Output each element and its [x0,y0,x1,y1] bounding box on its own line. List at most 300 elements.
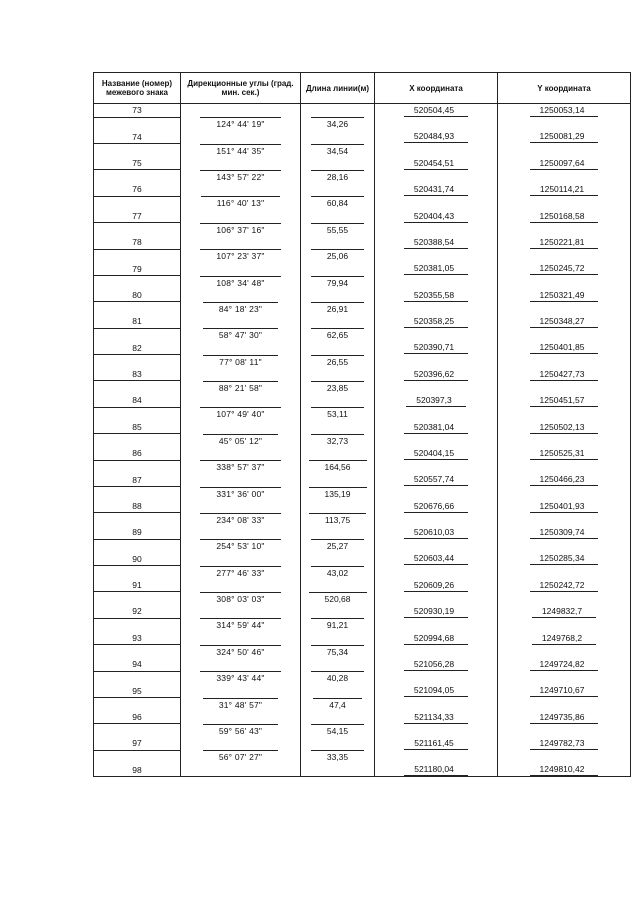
direction-angle-cell [181,724,301,737]
direction-angle-cell [181,460,301,473]
y-coordinate: 1250168,58 [530,210,599,223]
empty-cell [301,236,375,249]
point-row [94,526,631,539]
empty-cell [181,473,301,486]
line-length: 28,16 [311,170,364,183]
mark-name: 84 [94,394,181,407]
empty-cell [498,144,631,157]
empty-cell [301,421,375,434]
y-coordinate-cell [498,447,631,460]
segment-row [94,724,631,737]
y-coordinate-cell [498,394,631,407]
y-coordinate: 1250242,72 [530,579,599,592]
mark-name: 91 [94,579,181,592]
direction-angle: 31° 48' 57" [203,698,278,711]
y-coordinate: 1250097,64 [530,157,599,170]
y-coordinate: 1249832,7 [532,605,596,618]
line-length: 55,55 [311,223,364,236]
empty-cell [94,724,181,737]
y-coordinate-cell [498,289,631,302]
y-coordinate-cell [498,473,631,486]
x-coordinate: 520504,45 [404,104,468,117]
point-row [94,711,631,724]
empty-cell [181,632,301,645]
empty-cell [375,750,498,763]
y-coordinate: 1250502,13 [530,421,599,434]
x-coordinate-cell [375,526,498,539]
empty-cell [181,130,301,143]
line-length-cell [301,566,375,579]
direction-angle: 339° 43' 44" [200,671,280,684]
x-coordinate: 520381,04 [404,421,468,434]
x-coordinate: 520603,44 [404,552,468,565]
empty-cell [375,328,498,341]
point-row [94,632,631,645]
empty-cell [375,566,498,579]
direction-angle-cell [181,381,301,394]
x-coordinate: 520610,03 [404,526,468,539]
line-length: 47,4 [313,698,362,711]
y-coordinate: 1250114,21 [530,183,598,196]
empty-cell [301,552,375,565]
point-row [94,421,631,434]
point-row [94,763,631,777]
y-coordinate: 1250221,81 [530,236,599,249]
direction-angle-cell [181,566,301,579]
empty-cell [94,539,181,552]
x-coordinate-cell [375,210,498,223]
empty-cell [181,579,301,592]
empty-cell [375,592,498,605]
header-line-length: Длина линии(м) [301,73,375,104]
line-length-cell [301,144,375,157]
empty-cell [181,341,301,354]
empty-cell [375,275,498,288]
mark-name: 76 [94,183,181,196]
empty-cell [181,315,301,328]
segment-row [94,196,631,209]
mark-name: 78 [94,236,181,249]
y-coordinate: 1249710,67 [530,684,599,697]
empty-cell [94,275,181,288]
empty-cell [375,196,498,209]
empty-cell [375,381,498,394]
x-coordinate-cell [375,341,498,354]
empty-cell [181,289,301,302]
y-coordinate-cell [498,632,631,645]
empty-cell [94,697,181,710]
y-coordinate: 1250451,57 [530,394,599,407]
empty-cell [94,486,181,499]
y-coordinate-cell [498,737,631,750]
segment-row [94,513,631,526]
x-coordinate-cell [375,157,498,170]
empty-cell [301,394,375,407]
segment-row [94,671,631,684]
direction-angle-cell [181,117,301,130]
empty-cell [181,552,301,565]
point-row [94,289,631,302]
segment-row [94,275,631,288]
y-coordinate: 1250427,73 [530,368,599,381]
y-coordinate: 1249782,73 [530,737,599,750]
point-row [94,658,631,671]
empty-cell [94,618,181,631]
mark-name: 86 [94,447,181,460]
empty-cell [181,737,301,750]
x-coordinate-cell [375,579,498,592]
line-length-cell [301,513,375,526]
empty-cell [375,486,498,499]
empty-cell [498,697,631,710]
mark-name: 97 [94,737,181,750]
empty-cell [301,763,375,777]
empty-cell [375,645,498,658]
segment-row [94,592,631,605]
direction-angle: 324° 50' 46" [200,645,280,658]
direction-angle-cell [181,486,301,499]
y-coordinate-cell [498,210,631,223]
empty-cell [181,368,301,381]
empty-cell [301,104,375,118]
direction-angle-cell [181,196,301,209]
line-length: 43,02 [311,566,364,579]
empty-cell [301,579,375,592]
line-length-cell [301,275,375,288]
direction-angle: 143° 57' 22" [200,170,280,183]
empty-cell [498,750,631,763]
direction-angle: 107° 23' 37" [200,249,280,262]
x-coordinate-cell [375,447,498,460]
y-coordinate: 1250401,85 [530,341,599,354]
empty-cell [94,750,181,763]
direction-angle-cell [181,302,301,315]
y-coordinate: 1249810,42 [530,763,599,776]
empty-cell [498,407,631,420]
line-length: 40,28 [311,671,364,684]
line-length: 26,55 [311,355,364,368]
direction-angle: 88° 21' 58" [203,381,278,394]
line-length: 34,54 [311,144,364,157]
empty-cell [498,117,631,130]
line-length: 113,75 [309,513,366,526]
empty-cell [181,500,301,513]
x-coordinate: 520390,71 [404,341,468,354]
x-coordinate-cell [375,262,498,275]
direction-angle-cell [181,170,301,183]
y-coordinate-cell [498,341,631,354]
x-coordinate: 520355,58 [404,289,468,302]
line-length: 91,21 [311,618,364,631]
empty-cell [94,566,181,579]
empty-cell [498,434,631,447]
direction-angle-cell [181,539,301,552]
segment-row [94,539,631,552]
x-coordinate: 520930,19 [404,605,468,618]
line-length: 32,73 [311,434,364,447]
x-coordinate: 520404,15 [404,447,468,460]
empty-cell [301,262,375,275]
y-coordinate-cell [498,579,631,592]
line-length-cell [301,671,375,684]
empty-cell [301,500,375,513]
segment-row [94,249,631,262]
segment-row [94,566,631,579]
line-length-cell [301,328,375,341]
point-row [94,104,631,118]
direction-angle-cell [181,645,301,658]
x-coordinate: 521056,28 [404,658,468,671]
segment-row [94,645,631,658]
x-coordinate-cell [375,684,498,697]
empty-cell [301,447,375,460]
empty-cell [498,170,631,183]
direction-angle: 331° 36' 00" [200,487,280,500]
direction-angle: 58° 47' 30" [203,328,278,341]
y-coordinate-cell [498,315,631,328]
direction-angle-cell [181,592,301,605]
line-length-cell [301,539,375,552]
y-coordinate-cell [498,711,631,724]
y-coordinate-cell [498,526,631,539]
y-coordinate: 1250309,74 [530,526,599,539]
empty-cell [94,592,181,605]
point-row [94,684,631,697]
point-row [94,552,631,565]
empty-cell [94,249,181,262]
direction-angle: 314° 59' 44" [200,618,280,631]
empty-cell [181,711,301,724]
direction-angle-cell [181,407,301,420]
direction-angle: 56° 07' 27" [203,750,278,763]
direction-angle: 254° 53' 10" [200,539,280,552]
point-row [94,605,631,618]
point-row [94,341,631,354]
mark-name: 95 [94,684,181,697]
empty-cell [94,407,181,420]
x-coordinate: 520454,51 [404,157,468,170]
empty-cell [498,566,631,579]
empty-cell [94,671,181,684]
empty-cell [375,223,498,236]
y-coordinate: 1249724,82 [530,658,599,671]
line-length-cell [301,724,375,737]
empty-cell [94,223,181,236]
direction-angle-cell [181,434,301,447]
x-coordinate-cell [375,658,498,671]
x-coordinate-cell [375,763,498,777]
x-coordinate: 520358,25 [404,315,468,328]
y-coordinate: 1250348,27 [530,315,599,328]
empty-cell [301,157,375,170]
empty-cell [94,302,181,315]
empty-cell [375,618,498,631]
empty-cell [498,355,631,368]
empty-cell [498,249,631,262]
empty-cell [498,486,631,499]
empty-cell [181,763,301,777]
x-coordinate-cell [375,289,498,302]
mark-name: 85 [94,421,181,434]
empty-cell [301,289,375,302]
x-coordinate-cell [375,315,498,328]
y-coordinate-cell [498,157,631,170]
x-coordinate-cell [375,737,498,750]
x-coordinate-cell [375,632,498,645]
x-coordinate-cell [375,394,498,407]
x-coordinate-cell [375,552,498,565]
empty-cell [375,671,498,684]
point-row [94,130,631,143]
line-length-cell [301,750,375,763]
empty-cell [498,460,631,473]
header-y-coordinate: Y координата [498,73,631,104]
empty-cell [94,460,181,473]
x-coordinate-cell [375,473,498,486]
line-length-cell [301,434,375,447]
direction-angle: 124° 44' 19" [200,117,280,130]
x-coordinate-cell [375,183,498,196]
segment-row [94,697,631,710]
mark-name: 96 [94,711,181,724]
empty-cell [181,421,301,434]
mark-name: 90 [94,552,181,565]
point-row [94,473,631,486]
line-length: 164,56 [309,460,367,473]
y-coordinate: 1250053,14 [530,104,599,117]
point-row [94,737,631,750]
direction-angle-cell [181,144,301,157]
empty-cell [94,196,181,209]
empty-cell [375,724,498,737]
empty-cell [375,117,498,130]
direction-angle: 59° 56' 43" [203,724,278,737]
x-coordinate: 520404,43 [404,210,468,223]
empty-cell [181,262,301,275]
x-coordinate: 520484,93 [404,130,468,143]
segment-row [94,486,631,499]
line-length-cell [301,302,375,315]
empty-cell [181,447,301,460]
empty-cell [301,632,375,645]
boundary-marks-table [93,72,631,777]
direction-angle: 45° 05' 12" [203,434,278,447]
empty-cell [498,196,631,209]
y-coordinate: 1250401,93 [530,500,599,513]
line-length-cell [301,486,375,499]
empty-cell [375,407,498,420]
empty-cell [301,183,375,196]
y-coordinate-cell [498,552,631,565]
y-coordinate-cell [498,684,631,697]
direction-angle-cell [181,513,301,526]
direction-angle-cell [181,275,301,288]
empty-cell [498,539,631,552]
line-length: 25,06 [311,249,364,262]
segment-row [94,223,631,236]
direction-angle: 277° 46' 33" [200,566,280,579]
empty-cell [94,170,181,183]
empty-cell [301,526,375,539]
x-coordinate-cell [375,711,498,724]
direction-angle-cell [181,671,301,684]
empty-cell [181,157,301,170]
mark-name: 83 [94,368,181,381]
mark-name: 74 [94,130,181,143]
x-coordinate: 521161,45 [404,737,468,750]
empty-cell [94,355,181,368]
direction-angle: 308° 03' 03" [200,592,280,605]
mark-name: 88 [94,500,181,513]
segment-row [94,407,631,420]
empty-cell [181,684,301,697]
mark-name: 80 [94,289,181,302]
point-row [94,262,631,275]
direction-angle: 107° 49' 40" [200,407,280,420]
line-length-cell [301,645,375,658]
empty-cell [181,210,301,223]
x-coordinate-cell [375,130,498,143]
empty-cell [375,355,498,368]
empty-cell [498,671,631,684]
empty-cell [498,381,631,394]
line-length: 34,26 [311,117,364,130]
direction-angle: 84° 18' 23" [203,302,278,315]
empty-cell [375,697,498,710]
line-length: 54,15 [311,724,364,737]
direction-angle-cell [181,750,301,763]
line-length: 60,84 [311,196,364,209]
header-direction-angle: Дирекционные углы (град. мин. сек.) [181,73,301,104]
direction-angle-cell [181,355,301,368]
empty-cell [498,513,631,526]
empty-cell [375,249,498,262]
empty-cell [301,684,375,697]
direction-angle-cell [181,249,301,262]
line-length-cell [301,223,375,236]
line-length: 79,94 [311,276,364,289]
y-coordinate-cell [498,500,631,513]
segment-row [94,750,631,763]
empty-cell [498,618,631,631]
empty-cell [301,368,375,381]
x-coordinate: 520431,74 [404,183,468,196]
x-coordinate: 520396,62 [404,368,468,381]
empty-cell [94,117,181,130]
empty-cell [301,473,375,486]
x-coordinate-cell [375,421,498,434]
mark-name: 89 [94,526,181,539]
point-row [94,447,631,460]
segment-row [94,618,631,631]
segment-row [94,144,631,157]
empty-cell [498,592,631,605]
empty-cell [94,144,181,157]
segment-row [94,460,631,473]
line-length: 62,65 [311,328,364,341]
direction-angle: 234° 08' 33" [200,513,280,526]
empty-cell [301,341,375,354]
empty-cell [498,302,631,315]
segment-row [94,355,631,368]
empty-cell [94,434,181,447]
x-coordinate: 521094,05 [404,684,468,697]
empty-cell [498,223,631,236]
x-coordinate-cell [375,605,498,618]
mark-name: 75 [94,157,181,170]
empty-cell [181,104,301,118]
y-coordinate: 1250466,23 [530,473,599,486]
